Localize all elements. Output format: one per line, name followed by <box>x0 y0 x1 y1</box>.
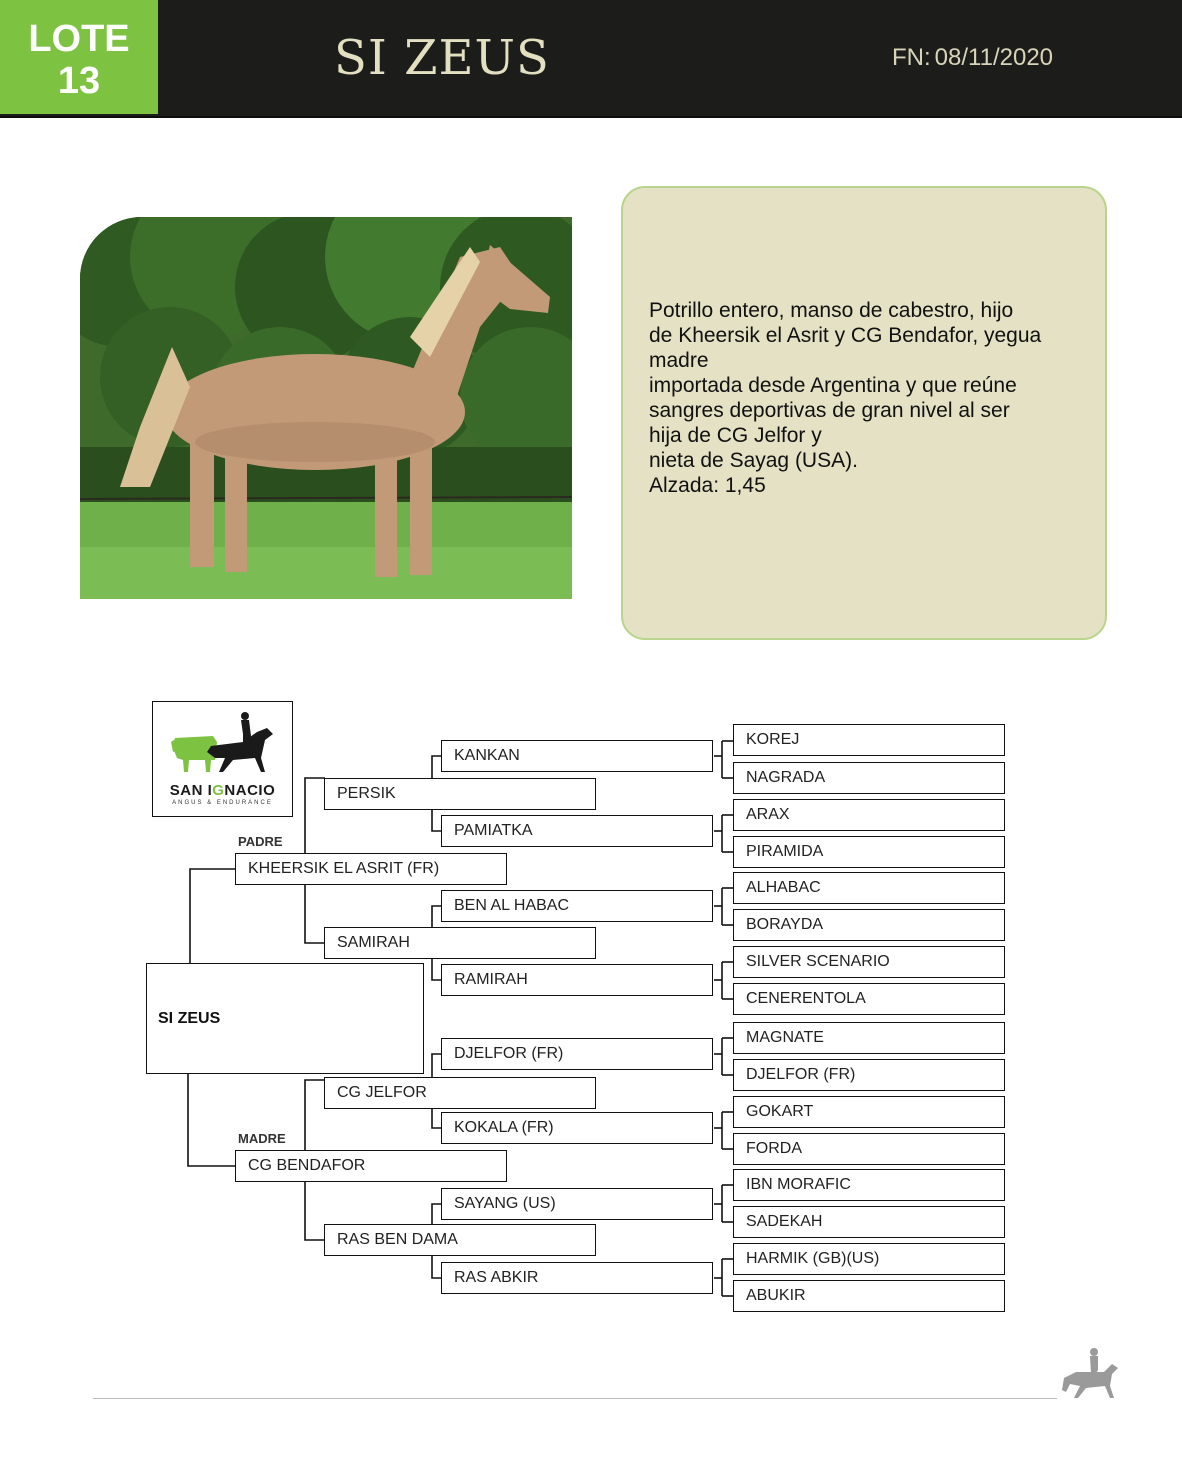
pedigree-ancestor: KOREJ <box>733 724 1005 756</box>
description-text <box>649 298 1089 498</box>
logo-animals-icon <box>153 702 294 782</box>
logo-name-accent: G <box>212 782 225 799</box>
description-line: importada desde Argentina y que reúne <box>649 374 1017 397</box>
fn-label: FN: <box>892 44 931 71</box>
fn-date: 08/11/2020 <box>934 44 1054 71</box>
pedigree-ancestor: SILVER SCENARIO <box>733 946 1005 978</box>
logo-subtitle: ANGUS & ENDURANCE <box>172 800 273 806</box>
pedigree-dam: CG BENDAFOR <box>235 1150 507 1182</box>
pedigree-ancestor: IBN MORAFIC <box>733 1169 1005 1201</box>
pedigree-great-grandparent: PAMIATKA <box>441 815 713 847</box>
logo-name-part: NACIO <box>224 782 276 799</box>
horse-title: SI ZEUS <box>334 30 550 86</box>
horse-illustration <box>80 217 572 599</box>
pedigree-great-grandparent: RAMIRAH <box>441 964 713 996</box>
description-line: sangres deportivas de gran nivel al ser <box>649 399 1010 422</box>
pedigree-great-grandparent: DJELFOR (FR) <box>441 1038 713 1070</box>
pedigree-ancestor: FORDA <box>733 1133 1005 1165</box>
lote-badge <box>0 0 158 114</box>
pedigree-ancestor: BORAYDA <box>733 909 1005 941</box>
pedigree-great-grandparent: BEN AL HABAC <box>441 890 713 922</box>
horse-photo <box>80 217 572 599</box>
description-line: nieta de Sayag (USA). <box>649 449 858 472</box>
pedigree-ancestor: NAGRADA <box>733 762 1005 794</box>
pedigree-ancestor: HARMIK (GB)(US) <box>733 1243 1005 1275</box>
pedigree-great-grandparent: RAS ABKIR <box>441 1262 713 1294</box>
pedigree-grandparent: SAMIRAH <box>324 927 596 959</box>
dam-label: MADRE <box>238 1131 286 1146</box>
pedigree-great-grandparent: KOKALA (FR) <box>441 1112 713 1144</box>
description-line: de Kheersik el Asrit y CG Bendafor, yegua <box>649 324 1042 347</box>
logo-name <box>153 782 292 799</box>
pedigree-ancestor: GOKART <box>733 1096 1005 1128</box>
pedigree-ancestor: ABUKIR <box>733 1280 1005 1312</box>
pedigree-great-grandparent: KANKAN <box>441 740 713 772</box>
header-bar <box>0 0 1182 118</box>
pedigree-grandparent: CG JELFOR <box>324 1077 596 1109</box>
description-line: Alzada: 1,45 <box>649 474 766 497</box>
pedigree-ancestor: PIRAMIDA <box>733 836 1005 868</box>
description-panel <box>621 186 1107 640</box>
description-line: hija de CG Jelfor y <box>649 424 822 447</box>
pedigree-ancestor: DJELFOR (FR) <box>733 1059 1005 1091</box>
sire-label: PADRE <box>238 834 283 849</box>
rider-horse-icon <box>1060 1346 1120 1407</box>
pedigree-great-grandparent: SAYANG (US) <box>441 1188 713 1220</box>
san-ignacio-logo <box>152 701 293 817</box>
description-line: Potrillo entero, manso de cabestro, hijo <box>649 299 1014 322</box>
pedigree-grandparent: RAS BEN DAMA <box>324 1224 596 1256</box>
footer-divider <box>93 1398 1057 1399</box>
pedigree-ancestor: MAGNATE <box>733 1022 1005 1054</box>
logo-name-part: SAN I <box>169 782 213 799</box>
pedigree-ancestor: CENERENTOLA <box>733 983 1005 1015</box>
pedigree-root: SI ZEUS <box>146 963 424 1074</box>
pedigree-ancestor: SADEKAH <box>733 1206 1005 1238</box>
pedigree-sire: KHEERSIK EL ASRIT (FR) <box>235 853 507 885</box>
pedigree-ancestor: ARAX <box>733 799 1005 831</box>
pedigree-ancestor: ALHABAC <box>733 872 1005 904</box>
birth-date <box>888 44 1053 72</box>
pedigree-grandparent: PERSIK <box>324 778 596 810</box>
lote-label: LOTE <box>28 18 130 60</box>
description-line: madre <box>649 349 709 372</box>
lote-number: 13 <box>57 60 101 102</box>
